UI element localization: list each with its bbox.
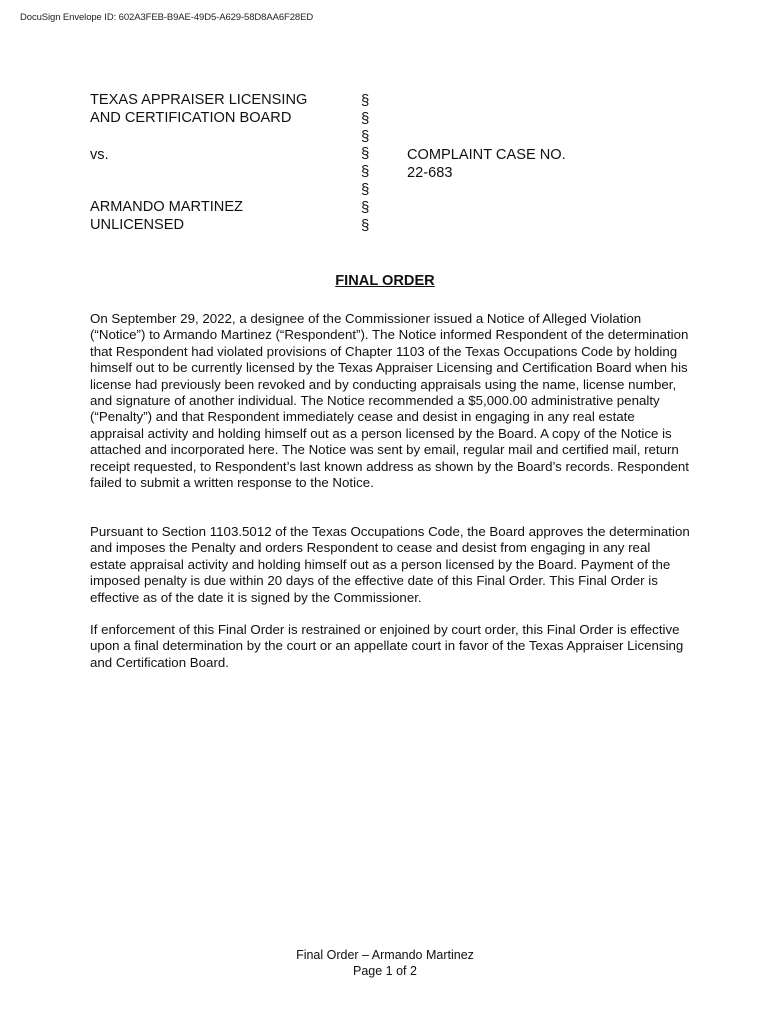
respondent-name xyxy=(90,198,243,234)
section-symbol: § xyxy=(361,198,370,216)
plaintiff-name xyxy=(90,91,307,127)
respondent-line-2: UNLICENSED xyxy=(90,217,185,233)
complaint-case-number: 22-683 xyxy=(407,165,453,181)
versus-label: vs. xyxy=(90,147,109,163)
complaint-case-label: COMPLAINT CASE NO. xyxy=(407,147,566,163)
section-symbol: § xyxy=(361,180,370,198)
docusign-envelope-id: DocuSign Envelope ID: 602A3FEB-B9AE-49D5-A629-58D8AA6F28ED xyxy=(20,12,314,23)
complaint-case xyxy=(407,146,566,182)
document-title: FINAL ORDER xyxy=(335,273,435,289)
section-symbol: § xyxy=(361,216,370,234)
paragraph-enforcement: If enforcement of this Final Order is restrained or enjoined by court order, this Final Order is effective upon a final determination by the court or an appellate court in favor of the Texas Appraiser Licensing and Certification Board. xyxy=(90,622,684,670)
footer-document-name: Final Order – Armando Martinez xyxy=(296,948,474,962)
section-symbol: § xyxy=(361,127,370,145)
section-symbol: § xyxy=(361,145,370,163)
paragraph-order: Pursuant to Section 1103.5012 of the Texas Occupations Code, the Board approves the determination and imposes the Penalty and orders Respondent to cease and desist from engaging in any real estate appraisal activity and holding himself out as a person licensed by the Board. Payment of the imposed penalty is due within 20 days of the effective date of this Final Order. This Final Order is effective as of the date it is signed by the Commissioner. xyxy=(90,524,690,605)
page-footer xyxy=(0,947,770,979)
section-symbol: § xyxy=(361,163,370,181)
plaintiff-line-1: TEXAS APPRAISER LICENSING xyxy=(90,92,308,108)
footer-page-number: Page 1 of 2 xyxy=(353,964,417,978)
section-symbol: § xyxy=(361,92,370,109)
respondent-line-1: ARMANDO MARTINEZ xyxy=(90,199,243,215)
plaintiff-line-2: AND CERTIFICATION BOARD xyxy=(90,110,292,126)
section-symbol-column xyxy=(361,92,369,234)
paragraph-notice: On September 29, 2022, a designee of the Commissioner issued a Notice of Alleged Violation (“Notice”) to Armando Martinez (“Respondent”). The Notice informed Respondent of the determination that Respondent had violated provisions of Chapter 1103 of the Texas Occupations Code by holding himself out to be currently licensed by the Texas Appraiser Licensing and Certification Board when his license had previously been revoked and by conducting appraisals using the name, license number, and signature of another individual. The Notice recommended a $5,000.00 administrative penalty (“Penalty”) and that Respondent immediately cease and desist in engaging in any real estate appraisal activity and holding himself out as a person licensed by the Board. A copy of the Notice is attached and incorporated here. The Notice was sent by email, regular mail and certified mail, return receipt requested, to Respondent’s last known address as shown by the Board’s records. Respondent failed to submit a written response to the Notice. xyxy=(90,311,689,491)
section-symbol: § xyxy=(361,109,370,127)
